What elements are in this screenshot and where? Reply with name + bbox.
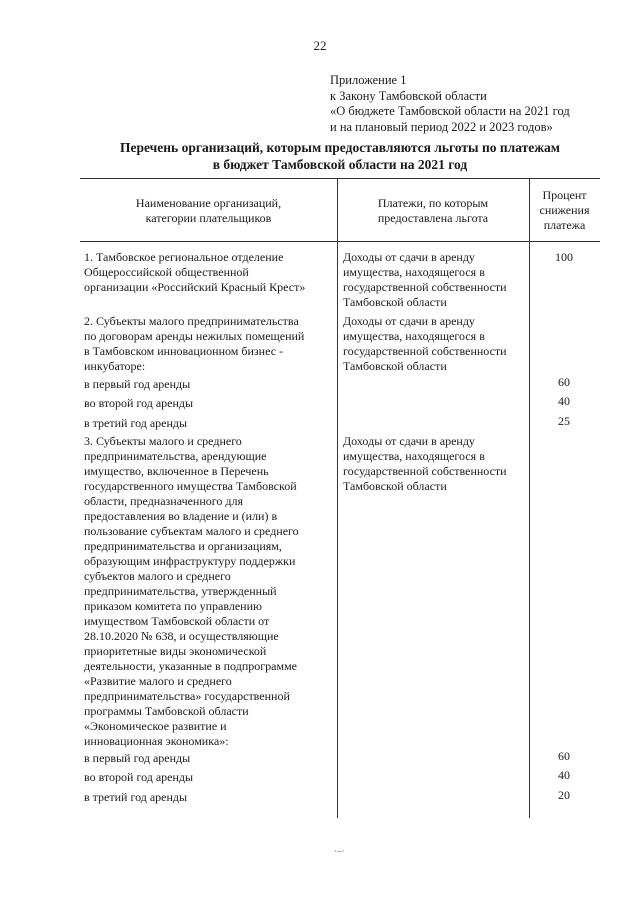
sub-row-percent: 60 xyxy=(558,749,570,763)
table-row-1-payment xyxy=(343,250,528,310)
payment-line: имущества, находящегося в xyxy=(343,449,485,463)
sub-row-label: во второй год аренды xyxy=(84,770,194,784)
table-row-2-org xyxy=(84,314,334,374)
org-line: программы Тамбовской области xyxy=(84,704,249,718)
payment-line: имущества, находящегося в xyxy=(343,329,485,343)
payment-line: государственной собственности xyxy=(343,464,507,478)
org-line: 3. Субъекты малого и среднего xyxy=(84,434,242,448)
page-number: 22 xyxy=(313,38,327,53)
table-column-divider xyxy=(337,178,338,818)
org-line: в Тамбовском инновационном бизнес - xyxy=(84,344,284,358)
sub-row-label: во второй год аренды xyxy=(84,396,194,410)
payment-line: государственной собственности xyxy=(343,344,507,358)
header-payment xyxy=(337,196,529,226)
table-row-1-percent: 100 xyxy=(555,250,573,264)
table-top-rule xyxy=(80,178,600,179)
payment-line: Тамбовской области xyxy=(343,295,447,309)
header-line: Платежи, по которым xyxy=(377,196,489,210)
header-line: предоставлена льгота xyxy=(377,211,489,225)
table-row-2-payment xyxy=(343,314,528,374)
org-line: государственного имущества Тамбовской xyxy=(84,479,297,493)
org-line: приказом комитета по управлению xyxy=(84,599,262,613)
appendix-line: к Закону Тамбовской области xyxy=(330,88,487,103)
org-line: организации «Российский Красный Крест» xyxy=(84,280,306,294)
table-row-1-org xyxy=(84,250,334,295)
title-line: Перечень организаций, которым предоставляются льготы по платежам xyxy=(120,140,560,155)
sub-row-percent: 25 xyxy=(558,414,570,428)
org-line: Общероссийской общественной xyxy=(84,265,249,279)
sub-row-label: в третий год аренды xyxy=(84,416,188,430)
org-line: по договорам аренды нежилых помещений xyxy=(84,329,305,343)
org-line: 28.10.2020 № 638, и осуществляющие xyxy=(84,629,279,643)
header-line: платежа xyxy=(543,218,586,232)
org-line: «Экономическое развитие и xyxy=(84,719,227,733)
header-line: снижения xyxy=(539,203,590,217)
org-line: области, предназначенного для xyxy=(84,494,244,508)
sub-row-percent: 20 xyxy=(558,788,570,802)
payment-line: Доходы от сдачи в аренду xyxy=(343,434,475,448)
header-line: категории плательщиков xyxy=(145,211,272,225)
scan-mark: ·–· xyxy=(334,846,345,856)
org-line: предпринимательства и организациям, xyxy=(84,539,282,553)
payment-line: Доходы от сдачи в аренду xyxy=(343,250,475,264)
table-column-divider xyxy=(529,178,530,818)
payment-line: Тамбовской области xyxy=(343,479,447,493)
appendix-block xyxy=(330,73,630,135)
payment-line: государственной собственности xyxy=(343,280,507,294)
payment-line: Тамбовской области xyxy=(343,359,447,373)
org-line: 1. Тамбовское региональное отделение xyxy=(84,250,284,264)
sub-row-percent: 40 xyxy=(558,768,570,782)
org-line: инновационная экономика»: xyxy=(84,734,229,748)
title-line: в бюджет Тамбовской области на 2021 год xyxy=(212,157,468,172)
org-line: предоставления во владение и (или) в xyxy=(84,509,278,523)
org-line: инкубаторе: xyxy=(84,359,146,373)
appendix-line: и на плановый период 2022 и 2023 годов» xyxy=(330,119,553,134)
sub-row-percent: 60 xyxy=(558,375,570,389)
org-line: образующим инфраструктуру поддержки xyxy=(84,554,296,568)
header-percent xyxy=(529,188,600,233)
org-line: «Развитие малого и среднего xyxy=(84,674,232,688)
table-row-3-payment xyxy=(343,434,528,494)
org-line: приоритетные виды экономической xyxy=(84,644,267,658)
org-line: имущество, включенное в Перечень xyxy=(84,464,269,478)
org-line: пользование субъектам малого и среднего xyxy=(84,524,299,538)
org-line: имуществом Тамбовской области от xyxy=(84,614,270,628)
org-line: предпринимательства, утвержденный xyxy=(84,584,277,598)
org-line: 2. Субъекты малого предпринимательства xyxy=(84,314,299,328)
table-header-rule xyxy=(80,241,600,242)
header-organization xyxy=(80,196,337,226)
org-line: предпринимательства» государственной xyxy=(84,689,290,703)
org-line: предпринимательства, арендующие xyxy=(84,449,267,463)
appendix-line: Приложение 1 xyxy=(330,73,407,87)
document-title xyxy=(80,139,600,173)
header-line: Наименование организаций, xyxy=(135,196,282,210)
header-line: Процент xyxy=(542,188,587,202)
sub-row-label: в первый год аренды xyxy=(84,751,191,765)
table-row-3-org xyxy=(84,434,336,749)
org-line: деятельности, указанные в подпрограмме xyxy=(84,659,297,673)
payment-line: имущества, находящегося в xyxy=(343,265,485,279)
sub-row-label: в первый год аренды xyxy=(84,377,191,391)
sub-row-percent: 40 xyxy=(558,394,570,408)
org-line: субъектов малого и среднего xyxy=(84,569,231,583)
sub-row-label: в третий год аренды xyxy=(84,790,188,804)
payment-line: Доходы от сдачи в аренду xyxy=(343,314,475,328)
appendix-line: «О бюджете Тамбовской области на 2021 год xyxy=(330,104,570,118)
